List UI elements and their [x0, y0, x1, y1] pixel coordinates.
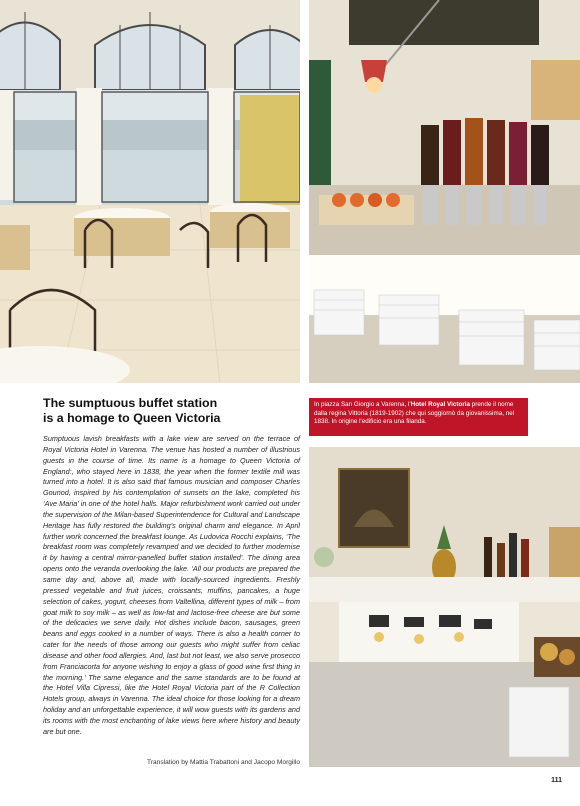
- photo-caption: [309, 398, 528, 436]
- article: [43, 396, 300, 738]
- headline-line-1: The sumptuous buffet station: [43, 396, 218, 410]
- caption-lead: In piazza San Giorgio a Varenna, l': [314, 401, 411, 408]
- headline-line-2: is a homage to Queen Victoria: [43, 411, 221, 425]
- translation-credit: Translation by Mattia Trabattoni and Jacopo Morgillo: [147, 759, 300, 766]
- caption-rest: prende il nome dalla regina Vittoria (1819-1902) che qui soggiornò da giovanissima, nel 1838. In origine l'edificio era una filanda.: [314, 401, 515, 426]
- buffet-juices-photo: [309, 0, 580, 383]
- caption-hotel-name: Hotel Royal Victoria: [410, 401, 471, 408]
- article-headline: [43, 396, 300, 426]
- dining-room-photo: [0, 0, 300, 383]
- buffet-station-photo: [309, 447, 580, 767]
- page-number: 111: [551, 777, 562, 784]
- article-body: Sumptuous lavish breakfasts with a lake view are served on the terrace of Royal Victoria Hotel in Varenna. The venue has hosted a number of illustrious guests in the course of time. Its name is a homage to Queen Victoria of England:, who stayed here in 1838, the year when the former textile mill was turned into a hotel. It is also said that famous musician and composer Charles Gounod, inspired by his contemplation of sunsets on the lake, completed his ‘Ave Maria’ in one of the hotel halls. Major refurbishment work carried out under the supervision of the Milan-based Superintendence for Cultural and Landscape Heritage has fully restored the building’s original charm and elegance. In April further work concerned the breakfast lounge. As Ludovica Rocchi explains, ‘The breakfast room was completely revamped and we decided to further modernise it by having a central mirror-panelled buffet station installed’. The dining area opens onto the veranda overlooking the lake. ‘All our products are prepared the same day and, above all, made with locally-sourced ingredients. Freshly pressed vegetable and fruit juices, croissants, muffins, pancakes, a huge selection of cakes, yogurt, cheeses from Valtellina, different types of milk – from goat milk to soy milk – as well as low-fat and lactose-free cheese are but some of the delicacies we serve daily. Hot dishes include bacon, sausages, green beans and eggs cooked in a number of ways. There is also a health corner to cater for the needs of those among our guests who might suffer from celiac disease and other food allergies. And, last but not least, we also serve prosecco from Franciacorta for anyone wishing to enjoy a glass of good wine first thing in the morning.’ The same elegance and the same standards are to be found at the Hotel Villa Cipressi, like the Hotel Royal Victoria part of the R Collection Hotels group, always in Varenna. The ideal choice for those looking for a dream holiday and an unforgettable experience, it will wow guests with its gardens and its rooms with the most enchanting of lake views here where history and beauty are but one.: [43, 434, 300, 736]
